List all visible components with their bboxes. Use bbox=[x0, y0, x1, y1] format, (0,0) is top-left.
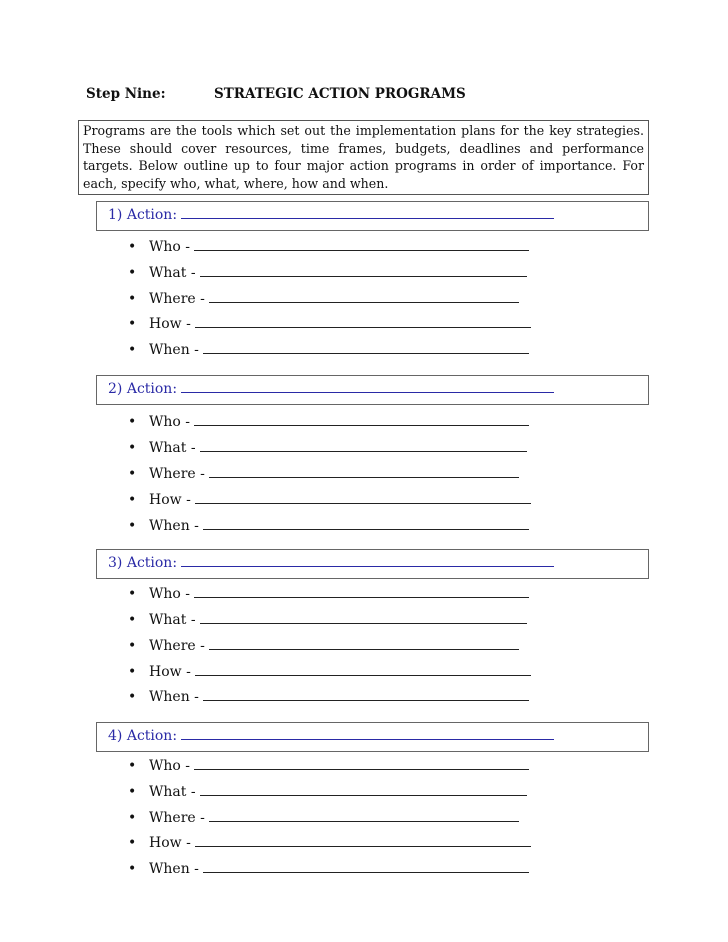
action-box bbox=[96, 375, 649, 405]
where-blank-line[interactable] bbox=[209, 637, 519, 650]
page-heading bbox=[86, 86, 466, 102]
how-label: How - bbox=[149, 835, 191, 851]
bullet-icon: • bbox=[128, 440, 137, 456]
list-item-how bbox=[128, 315, 531, 332]
who-label: Who - bbox=[149, 239, 191, 255]
bullet-icon: • bbox=[128, 835, 137, 851]
list-item-who bbox=[128, 238, 529, 255]
who-blank-line[interactable] bbox=[194, 585, 529, 598]
list-item-when bbox=[128, 517, 529, 534]
bullet-icon: • bbox=[128, 414, 137, 430]
bullet-icon: • bbox=[128, 758, 137, 774]
list-item-who bbox=[128, 413, 529, 430]
who-label: Who - bbox=[149, 586, 191, 602]
bullet-icon: • bbox=[128, 466, 137, 482]
action-blank-line[interactable] bbox=[181, 206, 554, 219]
bullet-icon: • bbox=[128, 689, 137, 705]
bullet-icon: • bbox=[128, 239, 137, 255]
list-item-how bbox=[128, 834, 531, 851]
where-label: Where - bbox=[149, 466, 205, 482]
program-number: 1) bbox=[108, 207, 123, 223]
action-blank-line[interactable] bbox=[181, 554, 554, 567]
action-box bbox=[96, 201, 649, 231]
action-blank-line[interactable] bbox=[181, 380, 554, 393]
bullet-icon: • bbox=[128, 810, 137, 826]
intro-paragraph: Programs are the tools which set out the implementation plans for the key strategies. These should cover resources, time frames, budgets, deadlines and performance targets. Below outline up to four major action programs in order of importance. For each, specify who, what, where, how and when. bbox=[78, 120, 649, 195]
when-blank-line[interactable] bbox=[203, 341, 529, 354]
what-blank-line[interactable] bbox=[200, 783, 527, 796]
section-title: STRATEGIC ACTION PROGRAMS bbox=[214, 86, 466, 102]
bullet-icon: • bbox=[128, 638, 137, 654]
list-item-how bbox=[128, 491, 531, 508]
program-number: 2) bbox=[108, 381, 123, 397]
what-blank-line[interactable] bbox=[200, 611, 527, 624]
bullet-icon: • bbox=[128, 316, 137, 332]
bullet-icon: • bbox=[128, 612, 137, 628]
what-blank-line[interactable] bbox=[200, 264, 527, 277]
bullet-icon: • bbox=[128, 265, 137, 281]
how-blank-line[interactable] bbox=[195, 834, 531, 847]
bullet-icon: • bbox=[128, 291, 137, 307]
list-item-where bbox=[128, 465, 519, 482]
program-number: 3) bbox=[108, 555, 123, 571]
action-label: Action: bbox=[126, 381, 178, 397]
when-label: When - bbox=[149, 342, 199, 358]
when-blank-line[interactable] bbox=[203, 517, 529, 530]
list-item-what bbox=[128, 611, 527, 628]
what-label: What - bbox=[149, 265, 196, 281]
bullet-icon: • bbox=[128, 664, 137, 680]
what-label: What - bbox=[149, 440, 196, 456]
action-box bbox=[96, 549, 649, 579]
what-label: What - bbox=[149, 612, 196, 628]
how-blank-line[interactable] bbox=[195, 491, 531, 504]
bullet-icon: • bbox=[128, 861, 137, 877]
what-label: What - bbox=[149, 784, 196, 800]
who-blank-line[interactable] bbox=[194, 757, 529, 770]
list-item-who bbox=[128, 585, 529, 602]
action-box bbox=[96, 722, 649, 752]
action-label: Action: bbox=[126, 728, 178, 744]
bullet-icon: • bbox=[128, 784, 137, 800]
list-item-what bbox=[128, 439, 527, 456]
how-label: How - bbox=[149, 664, 191, 680]
who-blank-line[interactable] bbox=[194, 238, 529, 251]
how-label: How - bbox=[149, 492, 191, 508]
list-item-what bbox=[128, 264, 527, 281]
list-item-when bbox=[128, 688, 529, 705]
where-blank-line[interactable] bbox=[209, 465, 519, 478]
when-label: When - bbox=[149, 861, 199, 877]
list-item-when bbox=[128, 341, 529, 358]
list-item-where bbox=[128, 637, 519, 654]
list-item-how bbox=[128, 663, 531, 680]
list-item-when bbox=[128, 860, 529, 877]
when-label: When - bbox=[149, 518, 199, 534]
bullet-icon: • bbox=[128, 492, 137, 508]
program-number: 4) bbox=[108, 728, 123, 744]
bullet-icon: • bbox=[128, 518, 137, 534]
where-blank-line[interactable] bbox=[209, 290, 519, 303]
bullet-icon: • bbox=[128, 342, 137, 358]
list-item-what bbox=[128, 783, 527, 800]
who-label: Who - bbox=[149, 414, 191, 430]
where-label: Where - bbox=[149, 638, 205, 654]
when-blank-line[interactable] bbox=[203, 860, 529, 873]
action-label: Action: bbox=[126, 207, 178, 223]
list-item-where bbox=[128, 809, 519, 826]
list-item-where bbox=[128, 290, 519, 307]
action-label: Action: bbox=[126, 555, 178, 571]
bullet-icon: • bbox=[128, 586, 137, 602]
what-blank-line[interactable] bbox=[200, 439, 527, 452]
how-blank-line[interactable] bbox=[195, 315, 531, 328]
when-blank-line[interactable] bbox=[203, 688, 529, 701]
list-item-who bbox=[128, 757, 529, 774]
how-label: How - bbox=[149, 316, 191, 332]
where-blank-line[interactable] bbox=[209, 809, 519, 822]
where-label: Where - bbox=[149, 810, 205, 826]
when-label: When - bbox=[149, 689, 199, 705]
where-label: Where - bbox=[149, 291, 205, 307]
who-blank-line[interactable] bbox=[194, 413, 529, 426]
how-blank-line[interactable] bbox=[195, 663, 531, 676]
action-blank-line[interactable] bbox=[181, 727, 554, 740]
step-label: Step Nine: bbox=[86, 86, 166, 102]
who-label: Who - bbox=[149, 758, 191, 774]
